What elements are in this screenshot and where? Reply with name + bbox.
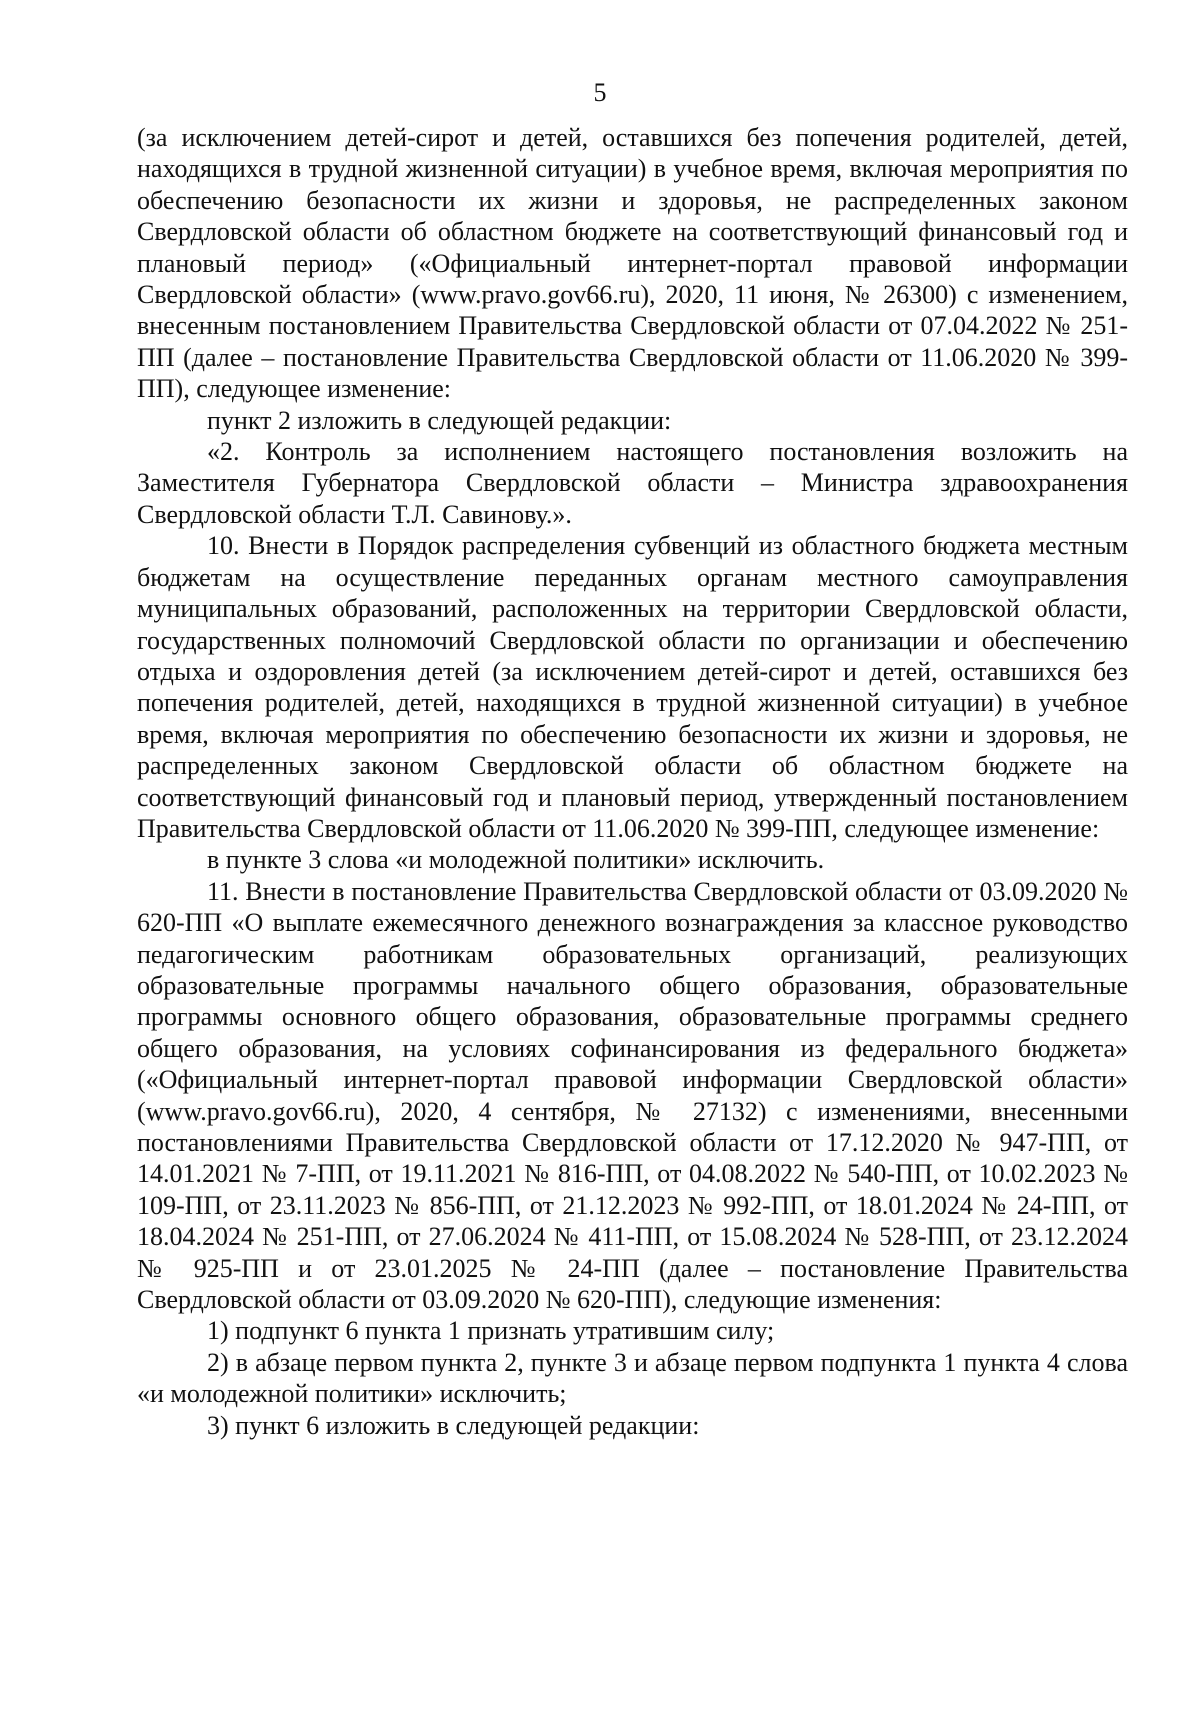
paragraph-item-10-change: в пункте 3 слова «и молодежной политики» исключить.: [207, 845, 825, 875]
paragraph-subitem-3: 3) пункт 6 изложить в следующей редакции:: [207, 1410, 700, 1440]
paragraph-item-10: 10. Внести в Порядок распределения субвенций из областного бюджета местным бюджетам на осуществление переданных органам местного самоуправления муниципальных образований, расположенных на территории Свердловской области, государственных полномочий Свердловской области по организации и обеспечению отдыха и оздоровления детей (за исключением детей-сирот и детей, оставшихся без попечения родителей, детей, находящихся в трудной жизненной ситуации) в учебное время, включая мероприятия по обеспечению безопасности их жизни и здоровья, не распределенных законом Свердловской области об областном бюджете на соответствующий финансовый год и плановый период, утвержденный постановлением Правительства Свердловской области от 11.06.2020 № 399-ПП, следующее изменение:: [137, 531, 1128, 843]
page-number: 5: [593, 78, 607, 107]
paragraph-item-2-instruction: пункт 2 изложить в следующей редакции:: [207, 405, 672, 435]
paragraph-subitem-2: 2) в абзаце первом пункта 2, пункте 3 и абзаце первом подпункта 1 пункта 4 слова «и молодежной политики» исключить;: [137, 1347, 1128, 1409]
paragraph-item-11: 11. Внести в постановление Правительства Свердловской области от 03.09.2020 № 620-ПП «О выплате ежемесячного денежного вознаграждения за классное руководство педагогическим работникам образовательных организаций, реализующих образовательные программы начального общего образования, образовательные программы основного общего образования, образовательные программы среднего общего образования, на условиях софинансирования из федерального бюджета» («Официальный интернет-портал правовой информации Свердловской области» (www.pravo.gov66.ru), 2020, 4 сентября, № 27132) с изменениями, внесенными постановлениями Правительства Свердловской области от 17.12.2020 № 947-ПП, от 14.01.2021 № 7-ПП, от 19.11.2021 № 816-ПП, от 04.08.2022 № 540-ПП, от 10.02.2023 № 109-ПП, от 23.11.2023 № 856-ПП, от 21.12.2023 № 992-ПП, от 18.01.2024 № 24-ПП, от 18.04.2024 № 251-ПП, от 27.06.2024 № 411-ПП, от 15.08.2024 № 528-ПП, от 23.12.2024 № 925-ПП и от 23.01.2025 № 24-ПП (далее – постановление Правительства Свердловской области от 03.09.2020 № 620-ПП), следующие изменения:: [137, 876, 1128, 1315]
paragraph-item-2-text: «2. Контроль за исполнением настоящего постановления возложить на Заместителя Губернатора Свердловской области – Министра здравоохранения Свердловской области Т.Л. Савинову.».: [137, 437, 1128, 529]
document-body: [137, 122, 1128, 1441]
paragraph-subitem-1: 1) подпункт 6 пункта 1 признать утратившим силу;: [207, 1316, 775, 1346]
paragraph-continuation: (за исключением детей-сирот и детей, оставшихся без попечения родителей, детей, находящихся в трудной жизненной ситуации) в учебное время, включая мероприятия по обеспечению безопасности их жизни и здоровья, не распределенных законом Свердловской области об областном бюджете на соответствующий финансовый год и плановый период» («Официальный интернет-портал правовой информации Свердловской области» (www.pravo.gov66.ru), 2020, 11 июня, № 26300) с изменением, внесенным постановлением Правительства Свердловской области от 07.04.2022 № 251-ПП (далее – постановление Правительства Свердловской области от 11.06.2020 № 399-ПП), следующее изменение:: [137, 123, 1128, 404]
